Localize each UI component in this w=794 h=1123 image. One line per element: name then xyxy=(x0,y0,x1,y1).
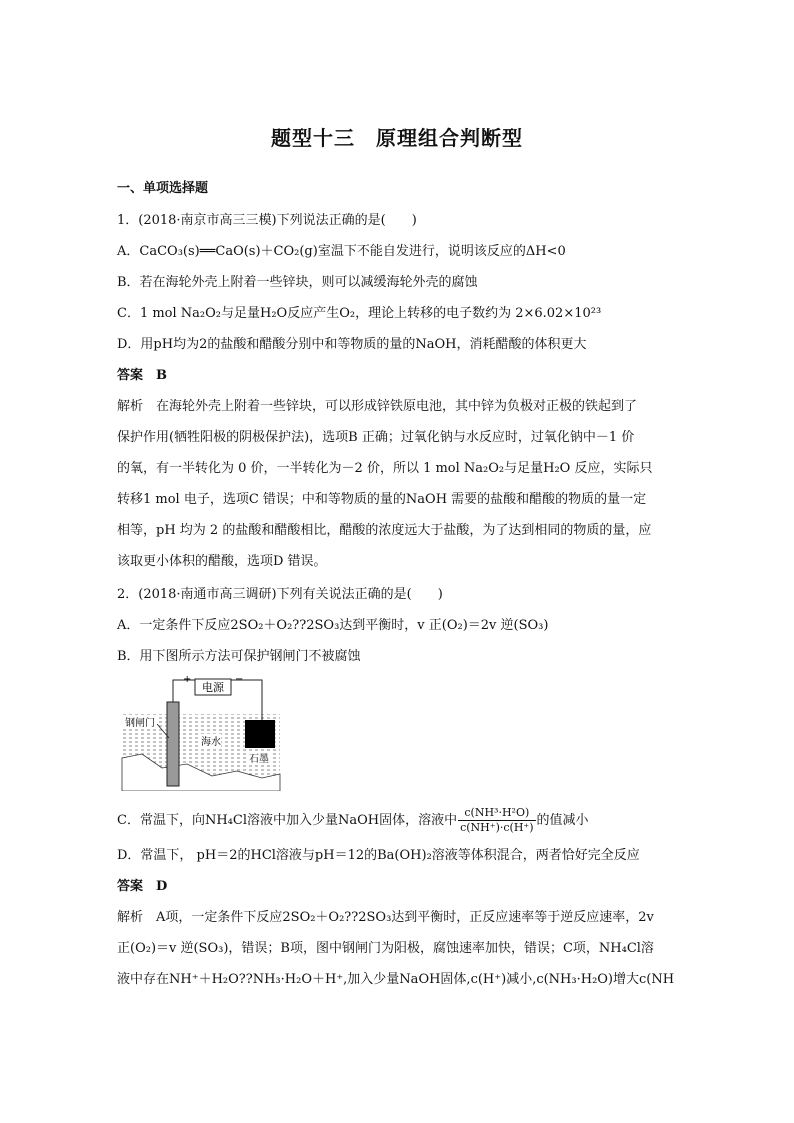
fraction-denominator: c(NH⁺)·c(H⁺) xyxy=(460,821,534,834)
steel-gate xyxy=(167,702,179,786)
seawater-label: 海水 xyxy=(201,737,221,748)
gate-label: 钢闸门 xyxy=(125,718,155,729)
q2-analysis-line: 液中存在NH⁺＋H₂O??NH₃·H₂O＋H⁺,加入少量NaOH固体,c(H⁺)减小,c(NH₃·H₂O)增大c(NH xyxy=(117,972,675,987)
steel-gate-diagram xyxy=(117,676,282,791)
q1-answer: 答案 B xyxy=(117,368,167,383)
q2-option-c-prefix: C．常温下，向NH₄Cl溶液中加入少量NaOH固体，溶液中 xyxy=(117,813,458,828)
q2-option-c xyxy=(117,806,589,835)
q1-analysis-line: 的氧，有一半转化为 0 价，一半转化为－2 价，所以 1 mol Na₂O₂与足量H₂O 反应，实际只 xyxy=(117,461,653,476)
plus-sign: + xyxy=(183,676,192,685)
q1-analysis-line: 转移1 mol 电子，选项C 错误；中和等物质的量的NaOH 需要的盐酸和醋酸的物质的量一定 xyxy=(117,492,647,507)
q1-analysis-line: 解析 在海轮外壳上附着一些锌块，可以形成锌铁原电池，其中锌为负极对正极的铁起到了 xyxy=(117,399,638,414)
page-title: 题型十三 原理组合判断型 xyxy=(271,126,523,150)
q2-analysis-line: 解析 A项，一定条件下反应2SO₂＋O₂??2SO₃达到平衡时，正反应速率等于逆反应速率，2v xyxy=(117,910,654,925)
q2-option-c-fraction xyxy=(458,806,535,835)
graphite-electrode xyxy=(245,720,275,748)
q1-analysis-line: 相等，pH 均为 2 的盐酸和醋酸相比，醋酸的浓度远大于盐酸，为了达到相同的物质的量，应 xyxy=(117,523,652,538)
q2-analysis-line: 正(O₂)＝v 逆(SO₃)，错误；B项，图中钢闸门为阳极，腐蚀速率加快，错误；C项，NH₄Cl溶 xyxy=(117,941,654,956)
q1-stem: 1．(2018·南京市高三三模)下列说法正确的是( ) xyxy=(117,213,417,228)
q2-stem: 2．(2018·南通市高三调研)下列有关说法正确的是( ) xyxy=(117,587,443,602)
power-label: 电源 xyxy=(202,681,224,694)
minus-sign: − xyxy=(235,676,244,685)
q2-option-c-suffix: 的值减小 xyxy=(536,813,589,828)
q1-option-c: C．1 mol Na₂O₂与足量H₂O反应产生O₂，理论上转移的电子数约为 2×6.02×10²³ xyxy=(117,306,602,321)
q1-analysis-line: 该取更小体积的醋酸，选项D 错误。 xyxy=(117,554,327,569)
fraction-numerator: c(NH³·H²O) xyxy=(458,806,535,821)
q1-option-b: B．若在海轮外壳上附着一些锌块，则可以减缓海轮外壳的腐蚀 xyxy=(117,275,478,290)
q2-option-d: D．常温下， pH＝2的HCl溶液与pH＝12的Ba(OH)₂溶液等体积混合，两者恰好完全反应 xyxy=(117,848,640,863)
q1-analysis-line: 保护作用(牺牲阳极的阴极保护法)，选项B 正确；过氧化钠与水反应时，过氧化钠中－1 价 xyxy=(117,430,635,445)
graphite-label: 石墨 xyxy=(249,754,269,765)
q2-option-a: A．一定条件下反应2SO₂＋O₂??2SO₃达到平衡时，v 正(O₂)＝2v 逆(SO₃) xyxy=(117,618,549,633)
q2-option-b: B．用下图所示方法可保护钢闸门不被腐蚀 xyxy=(117,649,361,664)
section-heading: 一、单项选择题 xyxy=(117,181,209,196)
q1-option-a: A．CaCO₃(s)══CaO(s)＋CO₂(g)室温下不能自发进行，说明该反应的ΔH<0 xyxy=(117,244,566,259)
q1-option-d: D．用pH均为2的盐酸和醋酸分别中和等物质的量的NaOH，消耗醋酸的体积更大 xyxy=(117,337,587,352)
q2-answer: 答案 D xyxy=(117,879,168,894)
